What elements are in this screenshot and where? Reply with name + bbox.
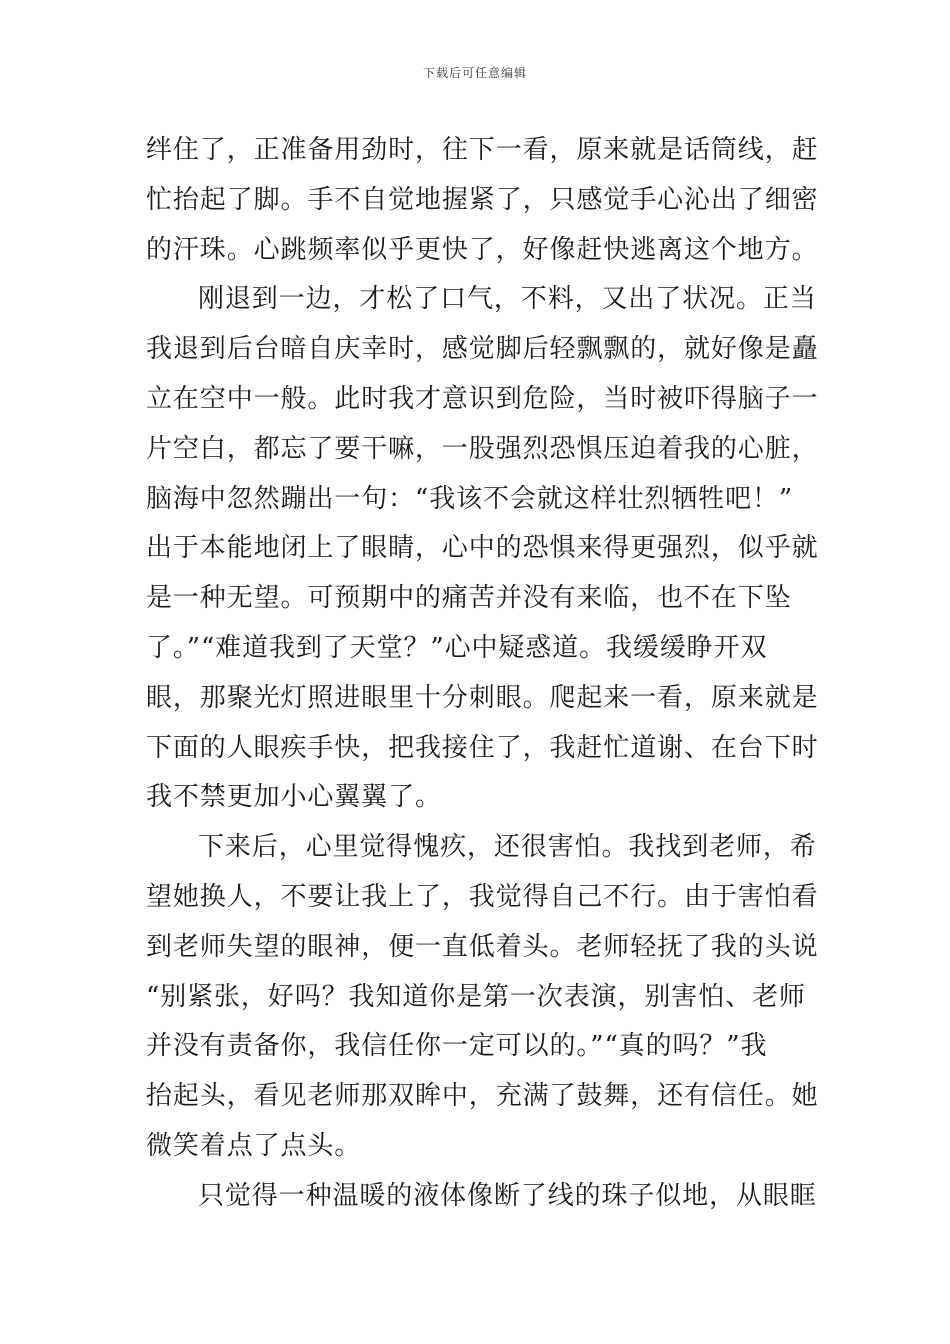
text-line: 了。”“难道我到了天堂？”心中疑惑道。我缓缓睁开双 — [146, 632, 768, 663]
text-line: 望她换人，不要让我上了，我觉得自己不行。由于害怕看 — [146, 881, 819, 912]
paragraph-start-line: 只觉得一种温暖的液体像断了线的珠子似地，从眼眶 — [198, 1180, 817, 1211]
text-line: 抬起头，看见老师那双眸中，充满了鼓舞，还有信任。她 — [146, 1081, 819, 1112]
text-line: 眼，那聚光灯照进眼里十分刺眼。爬起来一看，原来就是 — [146, 682, 819, 713]
text-line: 立在空中一般。此时我才意识到危险，当时被吓得脑子一 — [146, 383, 819, 414]
text-line: 出于本能地闭上了眼睛，心中的恐惧来得更强烈，似乎就 — [146, 533, 819, 564]
text-line: 到老师失望的眼神，便一直低着头。老师轻抚了我的头说 — [146, 931, 819, 962]
text-line: 的汗珠。心跳频率似乎更快了，好像赶快逃离这个地方。 — [146, 234, 819, 265]
text-line: 绊住了，正准备用劲时，往下一看，原来就是话筒线，赶 — [146, 135, 819, 165]
text-line: 微笑着点了点头。 — [146, 1130, 362, 1161]
page-header: 下载后可任意编辑 — [422, 66, 527, 80]
text-line: 忙抬起了脚。手不自觉地握紧了，只感觉手心沁出了细密 — [146, 184, 819, 215]
text-line: “别紧张，好吗？我知道你是第一次表演，别害怕、老师 — [146, 981, 806, 1012]
text-line: 下面的人眼疾手快，把我接住了，我赶忙道谢、在台下时 — [146, 732, 819, 763]
body-text — [146, 126, 819, 1222]
paragraph-start-line: 下来后，心里觉得愧疚，还很害怕。我找到老师，希 — [198, 832, 817, 863]
paragraph-start-line: 刚退到一边，才松了口气，不料，又出了状况。正当 — [198, 284, 817, 315]
text-line: 我退到后台暗自庆幸时，感觉脚后轻飘飘的，就好像是矗 — [146, 334, 819, 365]
text-line: 片空白，都忘了要干嘛，一股强烈恐惧压迫着我的心脏， — [146, 433, 819, 464]
text-line: 并没有责备你，我信任你一定可以的。”“真的吗？”我 — [146, 1031, 768, 1062]
text-line: 我不禁更加小心翼翼了。 — [146, 782, 442, 813]
text-line: 是一种无望。可预期中的痛苦并没有来临，也不在下坠 — [146, 583, 792, 614]
text-line: 脑海中忽然蹦出一句：“我该不会就这样壮烈牺牲吧！” — [146, 483, 794, 514]
